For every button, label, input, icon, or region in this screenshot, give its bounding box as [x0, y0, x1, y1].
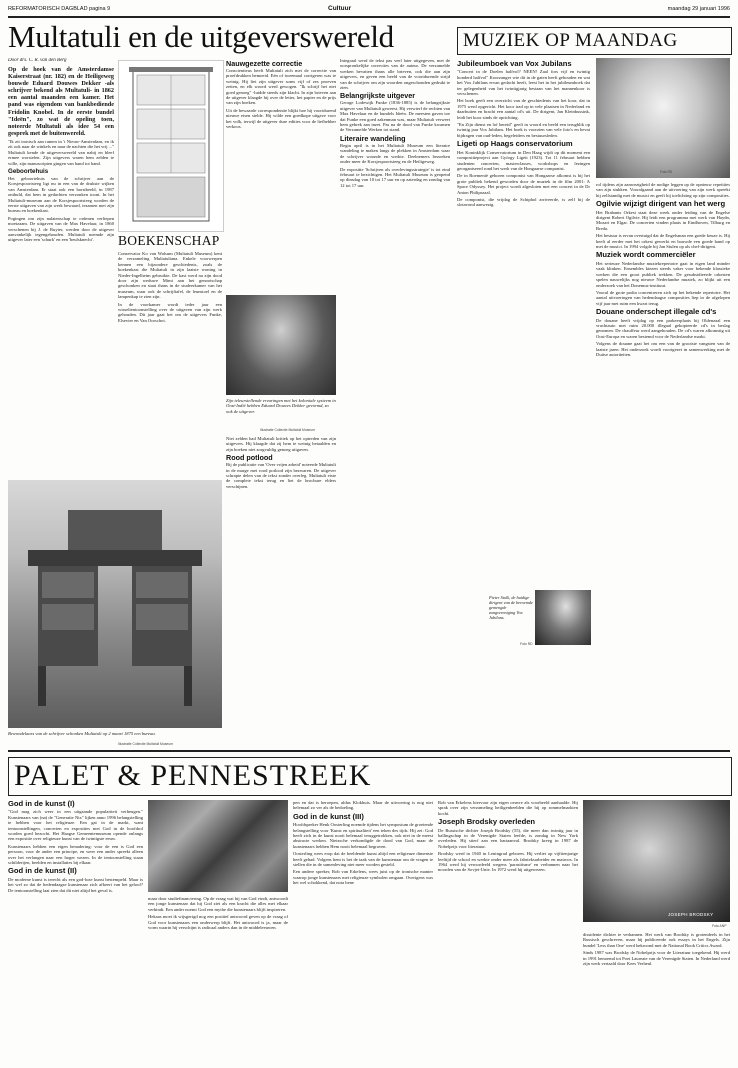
muziek-body-4b: Het bestuur is ervan overtuigd dat de Engelsman een goede keuze is. Hij heeft al eerder met het orkest gewerkt en bouwde een goede band op met de musici. In 1994 volgde hij Jan Stulen op als chef-dirigent. [596, 233, 730, 250]
article-body-2: Het geboortehuis van de schrijver aan de Korsjespoortsteeg ligt nu in een van de drukste wijken van Amsterdam. Er staat ook een borstbeeld, in 1987 onthuld, dat hem in gedachten verzonken toont. In het Multatuli-museum aan de Korsjespoortsteeg worden de eerste uitgaven van zijn werk bewaard, tezamen met zijn bureau en boekenkast. [8, 175, 114, 214]
palet-body-9: Een andere spreker, Rob van Erkelens, wees juist op de ironische manier waarop jonge kunstenaars met religieuze symbolen omgaan. Overigens was het wel schokkend, dat nota bene [293, 869, 433, 886]
article-body-7: Uit de bewaarde correspondentie blijkt hoe hij voortdurend nieuwe eisen stelde. Hij wilde een goedkope uitgave voor het volk, terwijl de uitgever dure edities voor de liefhebber verkoos. [226, 107, 336, 130]
header-date: maandag 29 januari 1996 [667, 6, 730, 12]
muziek-body-5b: Vooral de grote podia concentreren zich op het bekende repertoire. Het aantal uitvoeringen van hedendaagse composities liep in de afgelopen vijf jaar met ruim een kwart terug. [596, 289, 730, 306]
bureau-caption: Bewondelaars van de schrijver schonken Multatuli op 2 maart 1875 een bureau. [8, 731, 156, 736]
brodsky-caption: JOSEPH BRODSKY [668, 912, 714, 917]
article-title: Multatuli en de uitgeverswereld [8, 19, 394, 54]
page-header [8, 6, 730, 15]
muziek-body-2: Het Koninklijk Conservatorium in Den Haag wijdt op dit moment een compositieproject aan György Ligeti (1923). Tot 11 februari hebben studenten concerten, masterclasses, workshops en lezingen georganiseerd rond het werk van de Hongaarse componist. [457, 149, 590, 171]
header-rule [8, 16, 730, 18]
multatuli-portrait [226, 295, 336, 395]
subhead-correctie: Nauwgezette correctie [226, 60, 303, 68]
article-body-4: Conservator Ko van Walsum (Multatuli Museum) kent de verzameling Multatuliana. Enkele voorwerpen kennen een bijzondere geschiedenis, zoals de boekenkast die Multatuli in zijn laatste woning in Nieder-Ingelheim gebruikte. De kast werd na zijn dood door zijn weduwe Mimi aan het genootschap geschonken en staat thans in de studeerkamer van het museum, waar ook de schrijftafel, de leunstoel en de lampenkap te zien zijn. [118, 251, 222, 300]
palet-col-3 [293, 800, 433, 1062]
article-col-4 [340, 58, 450, 745]
palet-body-2: Kunstenaars hebben een eigen benadering: voor de een is God een persoon, voor de ander een principe, en weer een ander spreekt alleen over het verlangen naar een hoger wezen. In de tentoonstelling staan schilderijen, beelden en installaties bij elkaar. [8, 843, 143, 866]
desk-icon [8, 480, 222, 728]
header-paper-name: REFORMATORISCH DAGBLAD pagina 9 [8, 6, 111, 12]
subhead-brodsky: Joseph Brodsky overleden [438, 817, 536, 827]
bookcase-illustration [118, 60, 224, 232]
subhead-geboortehuis: Geboortehuis [8, 167, 49, 175]
anp-credit: Foto ANP [712, 924, 727, 928]
muziek-col-2 [596, 182, 730, 728]
editor-portrait [596, 58, 730, 178]
byline: Door drs. C. R. van den Berg [8, 58, 67, 63]
article-col-3 [226, 60, 336, 293]
bureau-credit: Illustratie Collectie Multatuli Museum [118, 742, 174, 746]
subhead-literaire-wandeling: Literaire wandeling [340, 133, 406, 143]
subhead-belangrijkste-uitgever: Belangrijkste uitgever [340, 91, 416, 101]
subhead-ligeti: Ligeti op Haags conservatorium [457, 139, 573, 149]
article-body-12: Begin april is in het Multatuli Museum een literaire wandeling te maken langs de plekken in Amsterdam waar de schrijver woonde en werkte. Deelnemers bezoeken onder meer de Korsjespoortsteeg en de Heiligeweg. [340, 142, 450, 165]
palet-body-1: "God mag zich weer in een uitgaande populariteit verheugen." Kunstenaars van (na) de "Generatie Nix" lijken anno 1996 belangstelling te hebben voor het religieuze. Een gat in de markt, want tentoonstellingen, concerten en exposities met God in de hoofdrol worden goed bezocht. Het Haagse Gemeentemuseum opende onlangs een expositie over religieuze kunst van de twintigste eeuw. [8, 809, 143, 842]
palet-body-8: Oosterling wees erop dat de beeldende kunst altijd een religieuze dimensie heeft gehad. Volgens hem is het de taak van de kunstenaar om de vragen te stellen die in de samenleving niet meer worden gesteld. [293, 851, 433, 868]
conductor-credit: Foto RD [520, 642, 533, 646]
muziek-body-6: De douane heeft vrijdag op een parkeerplaats bij Oldenzaal een vrachtauto met ruim 20.000 illegaal gekopieerde cd's in beslag genomen. De chauffeur werd aangehouden. De cd's waren afkomstig uit Oost-Europa en waren bestemd voor de Nederlandse markt. [596, 317, 730, 339]
article-body-9: Bij de publicatie van 'Over vrijen arbeid' noteerde Multatuli in de marge met rood potlood zijn bezwaren. De uitgever schrapte delen van de tekst zonder overleg. Multatuli eiste de complete tekst terug en liet de brochure elders verschijnen. [226, 462, 336, 489]
palet-col-5 [583, 932, 730, 1062]
article-body-5: In de voorkamer wordt ieder jaar een wisseltentoonstelling over de uitgaven van zijn werk gehouden. Dit jaar gaat het om de uitgevers Funke, Elsevier en Van Oorschot. [118, 301, 222, 323]
subhead-god-1: God in de kunst (I) [8, 800, 75, 808]
palet-body-7: Hoofdspreker Henk Oosterling noemde tijdens het symposium de groeiende belangstelling voor 'Kunst en spiritualiteit' een teken des tijds. Hij zei: God heeft zich in de kunst nooit helemaal teruggetrokken, ook niet in de meest abstracte werken. Nietzsche verkondigde de dood van God, maar de kunstenaars hebben Hem nooit helemaal begraven. [293, 822, 433, 849]
palet-body-4: maar door studiefinanciering. Op de vraag wat hij van God vindt, antwoordt een jonge kunstenaar dat hij God ziet als een kracht die alles met elkaar verbindt. Een ander noemt God een mythe die kunstenaars blijft inspireren. [148, 896, 288, 912]
palet-body-10: Rob van Erkelens hiervoor zijn eigen oeuvre als voorbeeld aanhaalde. Hij sprak over zijn verzameling heiligenbeelden die hij op rommelmarkten kocht. [438, 800, 578, 816]
conductor-photo [535, 590, 591, 645]
muziek-body-2c: De componist, die vrijdag de Schiphol arriveerde, is zelf bij de slotavond aanwezig. [457, 196, 590, 208]
section-divider [8, 750, 730, 752]
palet-body-6: pen en dat is beroepen, aldus Klokhuis. Maar de uitvoering is nog niet helemaal zo ver als de bedoeling. [293, 800, 433, 811]
bureau-photo [8, 480, 222, 728]
article-body-11: George Lodewijk Funke (1836-1885) is de belangrijkste uitgever van Multatuli geweest. Hij verwierf de rechten van Max Havelaar en de bundels Ideën. De meesten gaven toe dat Funke een goed zakenman was, maar Multatuli verweet hem gebrek aan inzet. Pas na de dood van Funke kwamen de Verzamelde Werken tot stand. [340, 100, 450, 133]
article-lead: Op de hoek van de Amsterdamse Kaiserstraat (nr. 182) en de Heiligeweg bouwde Eduard Douwes Dekker -als schrijver bekend als Multatuli- in 1862 een aantal maanden een kamer. Het pand was eigendom van bankbediende Fridolin Knobel. In de eerste bundel "Ideën", zo wat de opeling toen, noteerde Multatuli als idee 54 een gesprek met de buitenwereld. [8, 66, 114, 137]
palet-col-4 [438, 800, 578, 1062]
muziek-body-2b: De in Roemenië geboren componist van Hongaarse afkomst is bij het grote publiek bekend geworden door de muziek in de film 2001: A Space Odyssey. Het project wordt afgesloten met een concert in de Dr Anton Philipszaal. [457, 173, 590, 195]
article-body-3: Pogingen om zijn nalatenschap te ordenen verliepen moeizaam. De uitgaven van de Max Havelaar, in 1860 verschenen bij J. de Ruyter, werden door de uitgever aanvankelijk tegengehouden. Multatuli noemde zijn uitgever later een 'schurk' en een 'beulsknecht'. [8, 215, 114, 243]
subhead-god-3: God in de kunst (III) [293, 811, 364, 821]
palet-body-14: Sinds 1987 was Brodsky de Nobelprijs voor de Literatuur toegekend. Hij werd in 1991 benoemd tot Poet Laureate van de Verenigde Staten. In Nederland werd zijn werk vertaald door Kees Verheul. [583, 950, 730, 967]
muziek-body-6b: Volgens de douane gaat het om een van de grootste vangsten van de laatste jaren. Het onderzoek wordt voortgezet in samenwerking met de Duitse autoriteiten. [596, 341, 730, 357]
muziek-body-1c: "En Zijn dienst en lof bereid" geeft in woord en beeld een terugblik op twintig jaar Vox Jubilans. Het boek is voorzien van vele foto's en bevat bijdragen van oud-leden, begeleiders en bestuursleden. [457, 122, 590, 138]
subhead-ogilvie: Ogilvie wijzigt dirigent van het werg [596, 199, 726, 209]
article-body-13: De expositie 'Schrijven als overlevingsstrategie' is tot eind februari te bezichtigen. Het Multatuli Museum is geopend op dinsdag van 10 tot 17 uur en op zaterdag en zondag van 12 tot 17 uur. [340, 166, 450, 188]
muziek-body-5: Het serieuze Nederlandse muziekrepertoire gaat in eigen land minder vaak klinken. Ensembles kiezen steeds vaker voor bekende klassieke werken die een groot publiek trekken. De gesubsidieerde orkesten spelen nauwelijks nog nieuwe Nederlandse muziek, zo blijkt uit een onderzoek van het Donemus-instituut. [596, 260, 730, 288]
boekenschap-heading: BOEKENSCHAP [118, 233, 220, 248]
article-col-1 [8, 58, 114, 478]
muziek-body-1b: Het boek geeft een overzicht van de geschiedenis van het koor, dat in 1975 werd opgericht. Het koor trad op in vele plaatsen in Nederland en daarbuiten en bracht een aantal cd's uit. De dirigent, Jan Kleinbussink, leidt het koor sinds de oprichting. [457, 98, 590, 120]
subhead-vox-jubilans: Jubileumboek van Vox Jubilans [457, 59, 572, 68]
conductor-caption: Pieter Stolk, de huidige dirigent van de beroemde gemengde zangvereniging Vox Jubilans. [489, 595, 533, 620]
palet-body-3: De moderne kunst is terecht als een god-loze kunst bestempeld. Maar is het wel zo dat de hedendaagse kunstenaar zich afkeert van het geloof? De tentoonstelling laat zien dat dit niet altijd het geval is. [8, 876, 143, 893]
palet-col-2 [148, 896, 288, 1062]
palet-title: PALET & PENNESTREEK [14, 759, 372, 792]
subhead-rood-potlood: Rood potlood [226, 453, 273, 463]
portrait-credit: Illustratie Collectie Multatuli Museum [260, 428, 316, 432]
palet-body-11: De Russische dichter Joseph Brodsky (55), die meer dan twintig jaar in ballingschap in de Verenigde Staten leefde, is zondag in New York overleden. Hij stierf aan een hartaanval. Brodsky kreeg in 1987 de Nobelprijs voor literatuur. [438, 827, 578, 849]
muziek-body-1: "Concert in de Doelen halfvol? NEEN! Zaal fors vijf en twintig honderd halfvol" Koorzanger wie dit in de gaten heeft gehouden en wat het Vox Jubilans ervan gedacht heeft, leest het in het jubileumboek dat ter gelegenheid van het twintigjarig bestaan van het mannenkoor is verschenen. [457, 69, 590, 97]
brodsky-photo [583, 800, 730, 922]
muziek-title: MUZIEK OP MAANDAG [463, 30, 678, 51]
article-body-6: Conscientieus heeft Multatuli zich met de correctie van proefdrukken bemoeid. Eén of tweemaal corrigeren was te weinig. Hij liet zijn uitgever soms vijf of zes proeven zetten, en elk woord werd gewogen. "Ik schrijf het niet goed genoeg" -luidde steeds zijn klacht. In zijn brieven aan de uitgever klaagde hij over de letter, het papier en de prijs van zijn boeken. [226, 68, 336, 106]
article-col-2 [118, 251, 222, 358]
header-section: Cultuur [328, 5, 352, 12]
article-body-8: Niet zelden had Multatuli kritiek op het optreden van zijn uitgevers. Hij klaagde dat zij hem te weinig betaalden en zijn boeken niet zorgvuldig genoeg uitgaven. [226, 436, 336, 452]
subhead-god-2: God in de kunst (II) [8, 866, 77, 876]
editor-credit: Foto RD [660, 170, 673, 174]
palet-col-1 [8, 800, 143, 1062]
palet-body-12: Brodsky werd in 1940 in Leningrad geboren. Hij verliet op vijftienjarige leeftijd de school en werkte onder meer als fabrieksarbeider en matroos. In 1964 werd hij veroordeeld wegens 'parasitisme' en verbannen naar het noorden van de Sovjet-Unie. In 1972 werd hij uitgewezen. [438, 851, 578, 873]
muziek-body-3: rol tijdens zijn aanwezigheid de nodige leggen op de opnieuw repetities van zijn stukken. Voorafgaand aan de uitvoering van zijn werk spreekt hij zelfstandig met de musici en geeft hij toelichting op zijn composities. [596, 182, 730, 198]
article-body-1: "Ik zit ironisch aan ramen in 't Nieuw-Amsterdam, en ik zit ook naar de winkels en naar de nachten die het vrij ..." Multatuli kende de uitgeverswereld van nabij en bleef ermee worstelen. Zijn uitgevers waren hem zelden te wille, zijn manuscripten gingen van hand tot hand. [8, 138, 114, 166]
muziek-body-4: Het Brabants Orkest staat deze week onder leiding van de Engelse dirigent Robert Ogilvie. Hij leidt een programma met werk van Haydn, Mozart en Elgar. De concerten vinden plaats in Eindhoven, Tilburg en Breda. [596, 209, 730, 231]
bookcase-icon [119, 61, 223, 231]
portrait-caption: Zijn teleurstellende ervaringen met het koloniale systeem in Oost-Indië hebben Eduard Douwes Dekker gevormd, zo ook de uitgever. [226, 398, 336, 414]
painting-photo [148, 800, 288, 892]
palet-body-5: Hekaas moet ik wijsgerigd nog een positief antwoord geven op de vraag of God voor kunstenaars een onderwerp blijft. Het antwoord is ja, maar de vorm waarin hij verschijnt is radicaal anders dan in de middeleeuwen. [148, 914, 288, 931]
article-col-3b [226, 436, 336, 746]
article-body-10: Integraal werd de tekst pas veel later uitgegeven, met de oorspronkelijke correcties van de auteur. De verzamelde werken bevatten thans alle brieven, ook die aan zijn uitgevers, en geven een beeld van de voortdurende strijd van de schrijver om zijn woorden ongeschonden gedrukt te zien. [340, 58, 450, 91]
palet-body-13: dissidente dichter te verbannen. Het werk van Brodsky is grotendeels in het Russisch geschreven, maar hij publiceerde ook essays in het Engels. Zijn bundel 'Less than One' werd bekroond met de National Book Critics Award. [583, 932, 730, 948]
subhead-douane: Douane onderschept illegale cd's [596, 307, 717, 317]
subhead-commercieler: Muziek wordt commerciëler [596, 250, 696, 260]
